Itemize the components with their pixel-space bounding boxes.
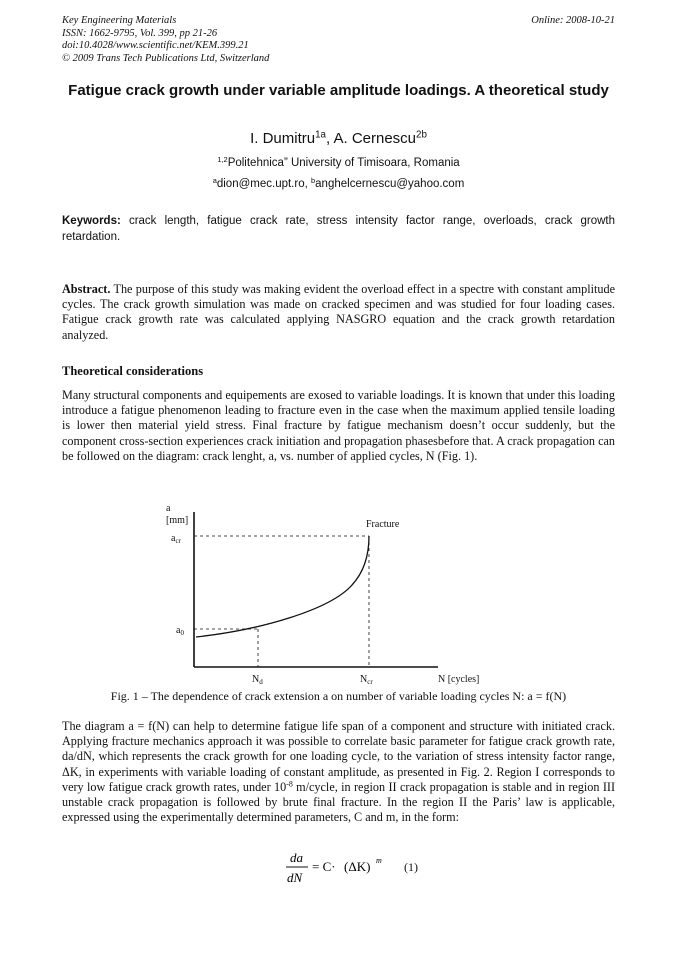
figure-caption: Fig. 1 – The dependence of crack extension a on number of variable loading cycles N: a = f(N) — [110, 689, 567, 703]
formula-exponent: m — [376, 856, 382, 865]
ncr-label-sub: cr — [367, 678, 373, 686]
formula-equals: = C· — [312, 859, 336, 874]
email-a: dion@mec.upt.ro, — [216, 178, 311, 190]
journal-name: Key Engineering Materials — [62, 15, 177, 26]
affiliation-text: Politehnica” University of Timisoara, Romania — [227, 157, 460, 169]
email-b: anghelcernescu@yahoo.com — [315, 178, 465, 190]
y-label-symbol: a — [166, 503, 171, 514]
formula-delta-k: (ΔK) — [344, 859, 371, 874]
fracture-label: Fracture — [366, 519, 400, 530]
online-date: Online: 2008-10-21 — [531, 15, 615, 26]
crack-growth-curve — [196, 536, 369, 637]
paragraph-2 — [62, 719, 615, 825]
formula-numerator: da — [290, 850, 303, 865]
keywords-text: crack length, fatigue crack rate, stress intensity factor range, overloads, crack growth retardation. — [62, 215, 615, 243]
paragraph-2-part-2: m/cycle, in region II crack propagation is stable and in region III unstable crack propagation is followed by brute final fracture. In the region II the Paris’ law is applicable, expressed using the experimentally determined parameters, C and m, in the form: — [62, 779, 615, 825]
nd-label — [252, 674, 263, 686]
a0-label-sub: 0 — [180, 629, 184, 637]
section-heading: Theoretical considerations — [62, 364, 204, 378]
abstract-text: The purpose of this study was making evident the overload effect in a spectre with constant amplitude cycles. The crack growth simulation was made on cracked specimen and was studied for four loading cases. Fatigue crack growth rate was calculated applying NASGRO equation and the crack growth retardation analyzed. — [62, 282, 615, 342]
y-label-unit: [mm] — [166, 515, 189, 526]
acr-label-sub: cr — [175, 537, 181, 545]
a0-label-main: a — [176, 625, 181, 636]
paragraph-1: Many structural components and equipements are exosed to variable loadings. It is known that under this loading introduce a fatigue phenomenon leading to fracture even in the case when the maximum applied tensile loading is lower then material yield stress. Final fracture by fatigue mechanism doesn’t occur suddenly, but the component cross-section experiences crack initiation and propagation phasesbefore that. A crack propagation can be followed on the diagram: crack lenght, a, vs. number of applied cycles, N (Fig. 1). — [62, 388, 615, 463]
abstract-label: Abstract. — [62, 282, 111, 296]
author-2: A. Cernescu — [333, 130, 417, 147]
formula-denominator: dN — [287, 870, 303, 885]
email-b-sup: b — [311, 175, 316, 185]
paris-law-formula — [282, 848, 442, 888]
journal-issn: ISSN: 1662-9795, Vol. 399, pp 21-26 — [62, 27, 218, 39]
equation-number: (1) — [404, 860, 418, 874]
a0-label — [176, 625, 184, 637]
paper-title: Fatigue crack growth under variable amplitude loadings. A theoretical study — [68, 82, 609, 99]
acr-label — [171, 533, 182, 545]
affiliation-sup: 1,2 — [217, 154, 228, 164]
keywords-label: Keywords: — [62, 215, 121, 227]
author-2-sup: 2b — [416, 129, 427, 141]
nd-label-main: N — [252, 674, 260, 685]
acr-label-main: a — [171, 533, 176, 544]
paragraph-2-part-1: The diagram a = f(N) can help to determine fatigue life span of a component and structure with initiated crack. Applying fracture mechanics approach it was possible to correlate basic parameter for fatigue crack growth rate, da/dN, which represents the crack growth for one loading cycle, to the variation of stress intensity factor range, ΔK, in experiments with variable loading of constant amplitude, as presented in Fig. 2. Region I corresponds to very low fatigue crack growth rates, under 10 — [62, 719, 615, 794]
ncr-label-main: N — [360, 674, 368, 685]
author-sep: , — [325, 130, 334, 147]
ncr-label — [360, 674, 373, 686]
author-1-sup: 1a — [315, 129, 326, 141]
journal-copyright: © 2009 Trans Tech Publications Ltd, Switzerland — [62, 52, 270, 64]
author-1: I. Dumitru — [250, 130, 316, 147]
nd-label-sub: d — [259, 678, 263, 686]
paragraph-2-exponent: -8 — [286, 779, 293, 789]
email-a-sup: a — [212, 175, 217, 185]
journal-doi: doi:10.4028/www.scientific.net/KEM.399.21 — [62, 40, 249, 51]
x-label: N [cycles] — [438, 674, 480, 685]
